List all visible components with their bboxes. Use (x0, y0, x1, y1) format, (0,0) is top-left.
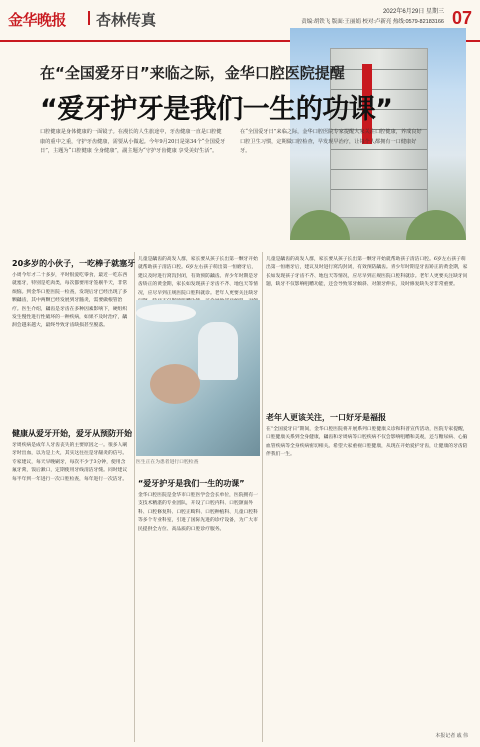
body-column-1a: 小周今年才二十多岁，平时很爱吃零食，最近一吃东西就塞牙，特别是吃肉类，每次都要用牙签剔半天，非常烦恼。到金华口腔医院一检查，发现后牙已经出现了多颗龋齿，其中两颗已经发展到牙髓炎，需要做根管治疗。医生介绍，龋齿是牙齿在多种因素影响下，硬组织发生慢性进行性破坏的一种疾病，如果不及时治疗，龋洞会越来越大，最终导致牙齿缺损甚至脱落。 (12, 273, 128, 329)
patient-figure (150, 364, 200, 404)
body-column-2b: 金华口腔医院是金华市口腔医学会会长单位，医院拥有一支技术精湛的专业团队，开设了口腔内科、口腔颌面外科、口腔修复科、口腔正畸科、口腔种植科、儿童口腔科等多个专业科室，引进了国际先进的诊疗设备，为广大市民提供全方位、高品质的口腔诊疗服务。 (138, 493, 258, 532)
lead-left: 口腔健康是身体健康的一面镜子。在漫长的人生旅途中，牙齿健康一直是口腔健康的重中之重，守护牙齿健康，需要从小做起。今年9月20日是第34个“全国爱牙日”，主题为“口腔健康 全身健康”，副主题为“守护牙齿健康 享受美好生活”。 (40, 129, 226, 154)
body-column-3a: 儿童是龋齿的高发人群，家长要从孩子长出第一颗牙开始就帮助孩子清洁口腔。6岁左右孩子萌出第一恒磨牙后，建议及时进行窝沟封闭，有效预防龋齿。青少年时期是牙齿矫正的黄金期，家长如发现孩子牙齿不齐、地包天等情况，应尽早到正规医院口腔科就诊。老年人更要关注缺牙问题，缺牙不仅影响咀嚼功能，还会导致邻牙倾斜、对颌牙伸长，及时修复缺失牙非常重要。 (266, 257, 468, 288)
article-headline: “爱牙护牙是我们一生的功课” (40, 94, 393, 125)
column-rule (134, 252, 135, 742)
title-divider (88, 11, 90, 25)
dental-exam-photo (136, 300, 260, 456)
subhead-2: 健康从爱牙开始，爱牙从预防开始 (12, 429, 132, 438)
dentist-figure (198, 322, 238, 380)
photo-caption: 医生正在为患者进行口腔检查 (136, 460, 199, 465)
lead-right: 在“全国爱牙日”来临之际，金华口腔医院专家提醒大家关注口腔健康，养成良好口腔卫生习惯，定期做口腔检查，早发现早治疗，让每个人都拥有一口健康好牙。 (240, 129, 422, 154)
issue-date: 2022年6月29日 星期三 (382, 9, 444, 15)
article-kicker: 在“全国爱牙日”来临之际，金华口腔医院提醒 (40, 64, 345, 82)
body-column-3b: 在“全国爱牙日”期间，金华口腔医院将开展系列口腔健康义诊和科普宣传活动，医院专家提醒，口腔健康关系到全身健康，龋齿和牙周病等口腔疾病不仅会影响咀嚼和美观，还与糖尿病、心脑血管疾病等全身疾病密切相关。希望大家重视口腔健康，从现在开始爱护牙齿，让健康的牙齿陪伴我们一生。 (266, 427, 468, 458)
page-number: 07 (451, 8, 472, 28)
body-column-1b: 牙周疾病是成年人牙齿丧失的主要原因之一。很多人刷牙时出血，以为是上火，其实这往往是牙龈炎的信号。专家建议，每天早晚刷牙，每次不少于3分钟，使用含氟牙膏，饭后漱口，定期使用牙线清洁牙缝。同时建议每半年到一年进行一次口腔检查，每年进行一次洁牙。 (12, 443, 128, 482)
body-column-2-top: 儿童是龋齿的高发人群，家长要从孩子长出第一颗牙开始就帮助孩子清洁口腔。6岁左右孩子萌出第一恒磨牙后，建议及时进行窝沟封闭，有效预防龋齿。青少年时期是牙齿矫正的黄金期，家长如发现孩子牙齿不齐、地包天等情况，应尽早到正规医院口腔科就诊。老年人更要关注缺牙 (138, 257, 258, 296)
subhead-3: “爱牙护牙是我们一生的功课” (138, 479, 245, 488)
subhead-4: 老年人更该关注，一口好牙是福报 (266, 413, 386, 422)
article-author: 本报记者 戚 伟 (435, 733, 468, 739)
section-title: 杏林传真 (96, 11, 157, 29)
newspaper-logo: 金华晚报 (8, 11, 67, 29)
staff-credits: 责编:胡铁飞 版面:王丽娟 校对:卢新亮 热线:0579-82183166 (301, 19, 444, 25)
subhead-1: 20多岁的小伙子，一吃棒子就塞牙 (12, 259, 136, 268)
dental-lamp (136, 304, 196, 322)
column-rule (262, 252, 263, 742)
